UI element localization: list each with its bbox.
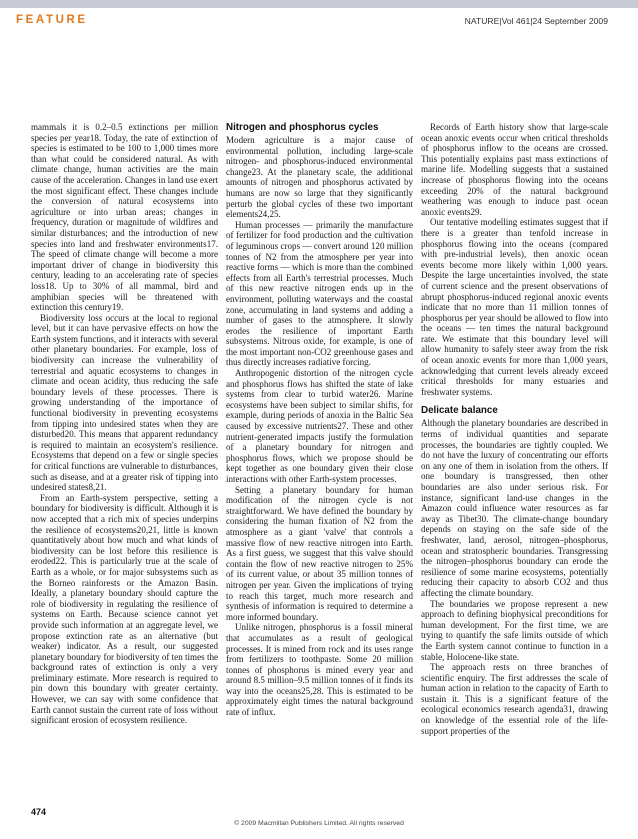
copyright-notice: © 2009 Macmillan Publishers Limited. All rights reserved <box>234 820 404 827</box>
paragraph: Our tentative modelling estimates suggest that if there is a greater than tenfold increase in phosphorus flowing into the oceans (compared with pre-industrial levels), then anoxic ocean events become more likely within 1,000 years. Despite the large uncertainties involved, the state of current science and the present observations of abrupt phosphorus-induced regional anoxic events indicate that no more than 11 million tonnes of phosphorus per year should be allowed to flow into the oceans — ten times the natural background rate. We estimate that this boundary level will allow humanity to safely steer away from the risk of ocean anoxic events for more than 1,000 years, acknowledging that current levels already exceed critical thresholds for many estuaries and freshwater systems. <box>421 217 608 397</box>
page-number: 474 <box>31 807 47 817</box>
paragraph: Human processes — primarily the manufacture of fertilizer for food production and the cultivation of leguminous crops — convert around 120 million tonnes of N2 from the atmosphere per year into reactive forms — which is more than the combined effects from all Earth's terrestrial processes. Much of this new reactive nitrogen ends up in the environment, polluting waterways and the coastal zone, accumulating in land systems and adding a number of gases to the atmosphere. It slowly erodes the resilience of important Earth subsystems. Nitrous oxide, for example, is one of the most important non-CO2 greenhouse gases and thus directly increases radiative forcing. <box>226 219 413 368</box>
column-3 <box>421 122 608 810</box>
column-2 <box>226 122 413 810</box>
section-label: FEATURE <box>16 14 88 26</box>
section-heading-nitrogen-phosphorus: Nitrogen and phosphorus cycles <box>226 122 379 133</box>
paragraph: Although the planetary boundaries are described in terms of individual quantities and separate processes, the boundaries are tightly coupled. We do not have the luxury of concentrating our efforts on any one of them in isolation from the others. If one boundary is transgressed, then other boundaries are also under serious risk. For instance, significant land-use changes in the Amazon could influence water resources as far away as Tibet30. The climate-change boundary depends on staying on the safe side of the freshwater, land, aerosol, nitrogen–phosphorus, ocean and stratospheric boundaries. Transgressing the nitrogen–phosphorus boundary can erode the resilience of some marine ecosystems, potentially reducing their capacity to absorb CO2 and thus affecting the climate boundary. <box>421 418 608 598</box>
paragraph: Biodiversity loss occurs at the local to regional level, but it can have pervasive effects on how the Earth system functions, and it interacts with several other planetary boundaries. For example, loss of biodiversity can increase the vulnerability of terrestrial and aquatic ecosystems to changes in climate and ocean acidity, thus reducing the safe boundary levels of these processes. There is growing understanding of the importance of functional biodiversity in preventing ecosystems from tipping into undesired states when they are disturbed20. This means that apparent redundancy is required to maintain an ecosystem's resilience. Ecosystems that depend on a few or single species for critical functions are vulnerable to disturbances, such as disease, and at a greater risk of tipping into undesired states8,21. <box>31 312 218 493</box>
article-body <box>31 122 608 810</box>
paragraph: Modern agriculture is a major cause of environmental pollution, including large-scale nitrogen- and phosphorus-induced environmental change23. At the planetary scale, the additional amounts of nitrogen and phosphorus activated by humans are now so large that they significantly perturb the global cycles of these two important elements24,25. <box>226 135 413 220</box>
paragraph: Records of Earth history show that large-scale ocean anoxic events occur when critical thresholds of phosphorus inflow to the oceans are crossed. This potentially explains past mass extinctions of marine life. Modelling suggests that a sustained increase of phosphorus flowing into the oceans exceeding 20% of the natural background weathering was enough to induce past ocean anoxic events29. <box>421 122 608 217</box>
paragraph: From an Earth-system perspective, setting a boundary for biodiversity is difficult. Although it is now accepted that a rich mix of species underpins the resilience of ecosystems20,21, little is known quantitatively about how much and what kinds of biodiversity can be lost before this resilience is eroded22. This is particularly true at the scale of Earth as a whole, or for major subsystems such as the Borneo rainforests or the Amazon Basin. Ideally, a planetary boundary should capture the role of biodiversity in regulating the resilience of systems on Earth. Because science cannot yet provide such information at an aggregate level, we propose extinction rate as an alternative (but weaker) indicator. As a result, our suggested planetary boundary for biodiversity of ten times the background rates of extinction is only a very preliminary estimate. More research is required to pin down this boundary with greater certainty. However, we can say with some confidence that Earth cannot sustain the current rate of loss without significant erosion of ecosystem resilience. <box>31 492 218 726</box>
column-1 <box>31 122 218 810</box>
paragraph: Anthropogenic distortion of the nitrogen cycle and phosphorus flows has shifted the state of lake systems from clear to turbid water26. Marine ecosystems have been subject to similar shifts, for example, during periods of anoxia in the Baltic Sea caused by excessive nutrients27. These and other nutrient-generated impacts justify the formulation of a planetary boundary for nitrogen and phosphorus flows, which we propose should be kept together as one boundary given their close interactions with other Earth-system processes. <box>226 368 413 484</box>
paragraph: The boundaries we propose represent a new approach to defining biophysical preconditions for human development. For the first time, we are trying to quantify the safe limits outside of which the Earth system cannot continue to function in a stable, Holocene-like state. <box>421 598 608 662</box>
paragraph: mammals it is 0.2–0.5 extinctions per million species per year18. Today, the rate of extinction of species is estimated to be 100 to 1,000 times more than what could be considered natural. As with climate change, human activities are the main cause of the acceleration. Changes in land use exert the most significant effect. These changes include the conversion of natural ecosystems into agriculture or into urban areas; changes in frequency, duration or magnitude of wildfires and similar disturbances; and the introduction of new species into land and freshwater environments17. The speed of climate change will become a more important driver of change in biodiversity this century, leading to an accelerating rate of species loss18. Up to 30% of all mammal, bird and amphibian species will be threatened with extinction this century19. <box>31 122 218 313</box>
running-head: NATURE|Vol 461|24 September 2009 <box>464 16 608 26</box>
paragraph: Setting a planetary boundary for human modification of the nitrogen cycle is not straightforward. We have defined the boundary by considering the human fixation of N2 from the atmosphere as a giant 'valve' that controls a massive flow of new reactive nitrogen into Earth. As a first guess, we suggest that this valve should contain the flow of new reactive nitrogen to 25% of its current value, or about 35 million tonnes of nitrogen per year. Given the implications of trying to reach this target, much more research and synthesis of information is required to determine a more informed boundary. <box>226 484 413 622</box>
header-bar <box>0 0 638 8</box>
paragraph: The approach rests on three branches of scientific enquiry. The first addresses the scale of human action in relation to the capacity of Earth to sustain it. This is a significant feature of the ecological economics research agenda31, drawing on knowledge of the essential role of the life-support properties of the <box>421 662 608 736</box>
paragraph: Unlike nitrogen, phosphorus is a fossil mineral that accumulates as a result of geological processes. It is mined from rock and its uses range from fertilizers to toothpaste. Some 20 million tonnes of phosphorus is mined every year and around 8.5 million–9.5 million tonnes of it finds its way into the oceans25,28. This is estimated to be approximately eight times the natural background rate of influx. <box>226 622 413 718</box>
section-heading-delicate-balance: Delicate balance <box>421 405 498 417</box>
